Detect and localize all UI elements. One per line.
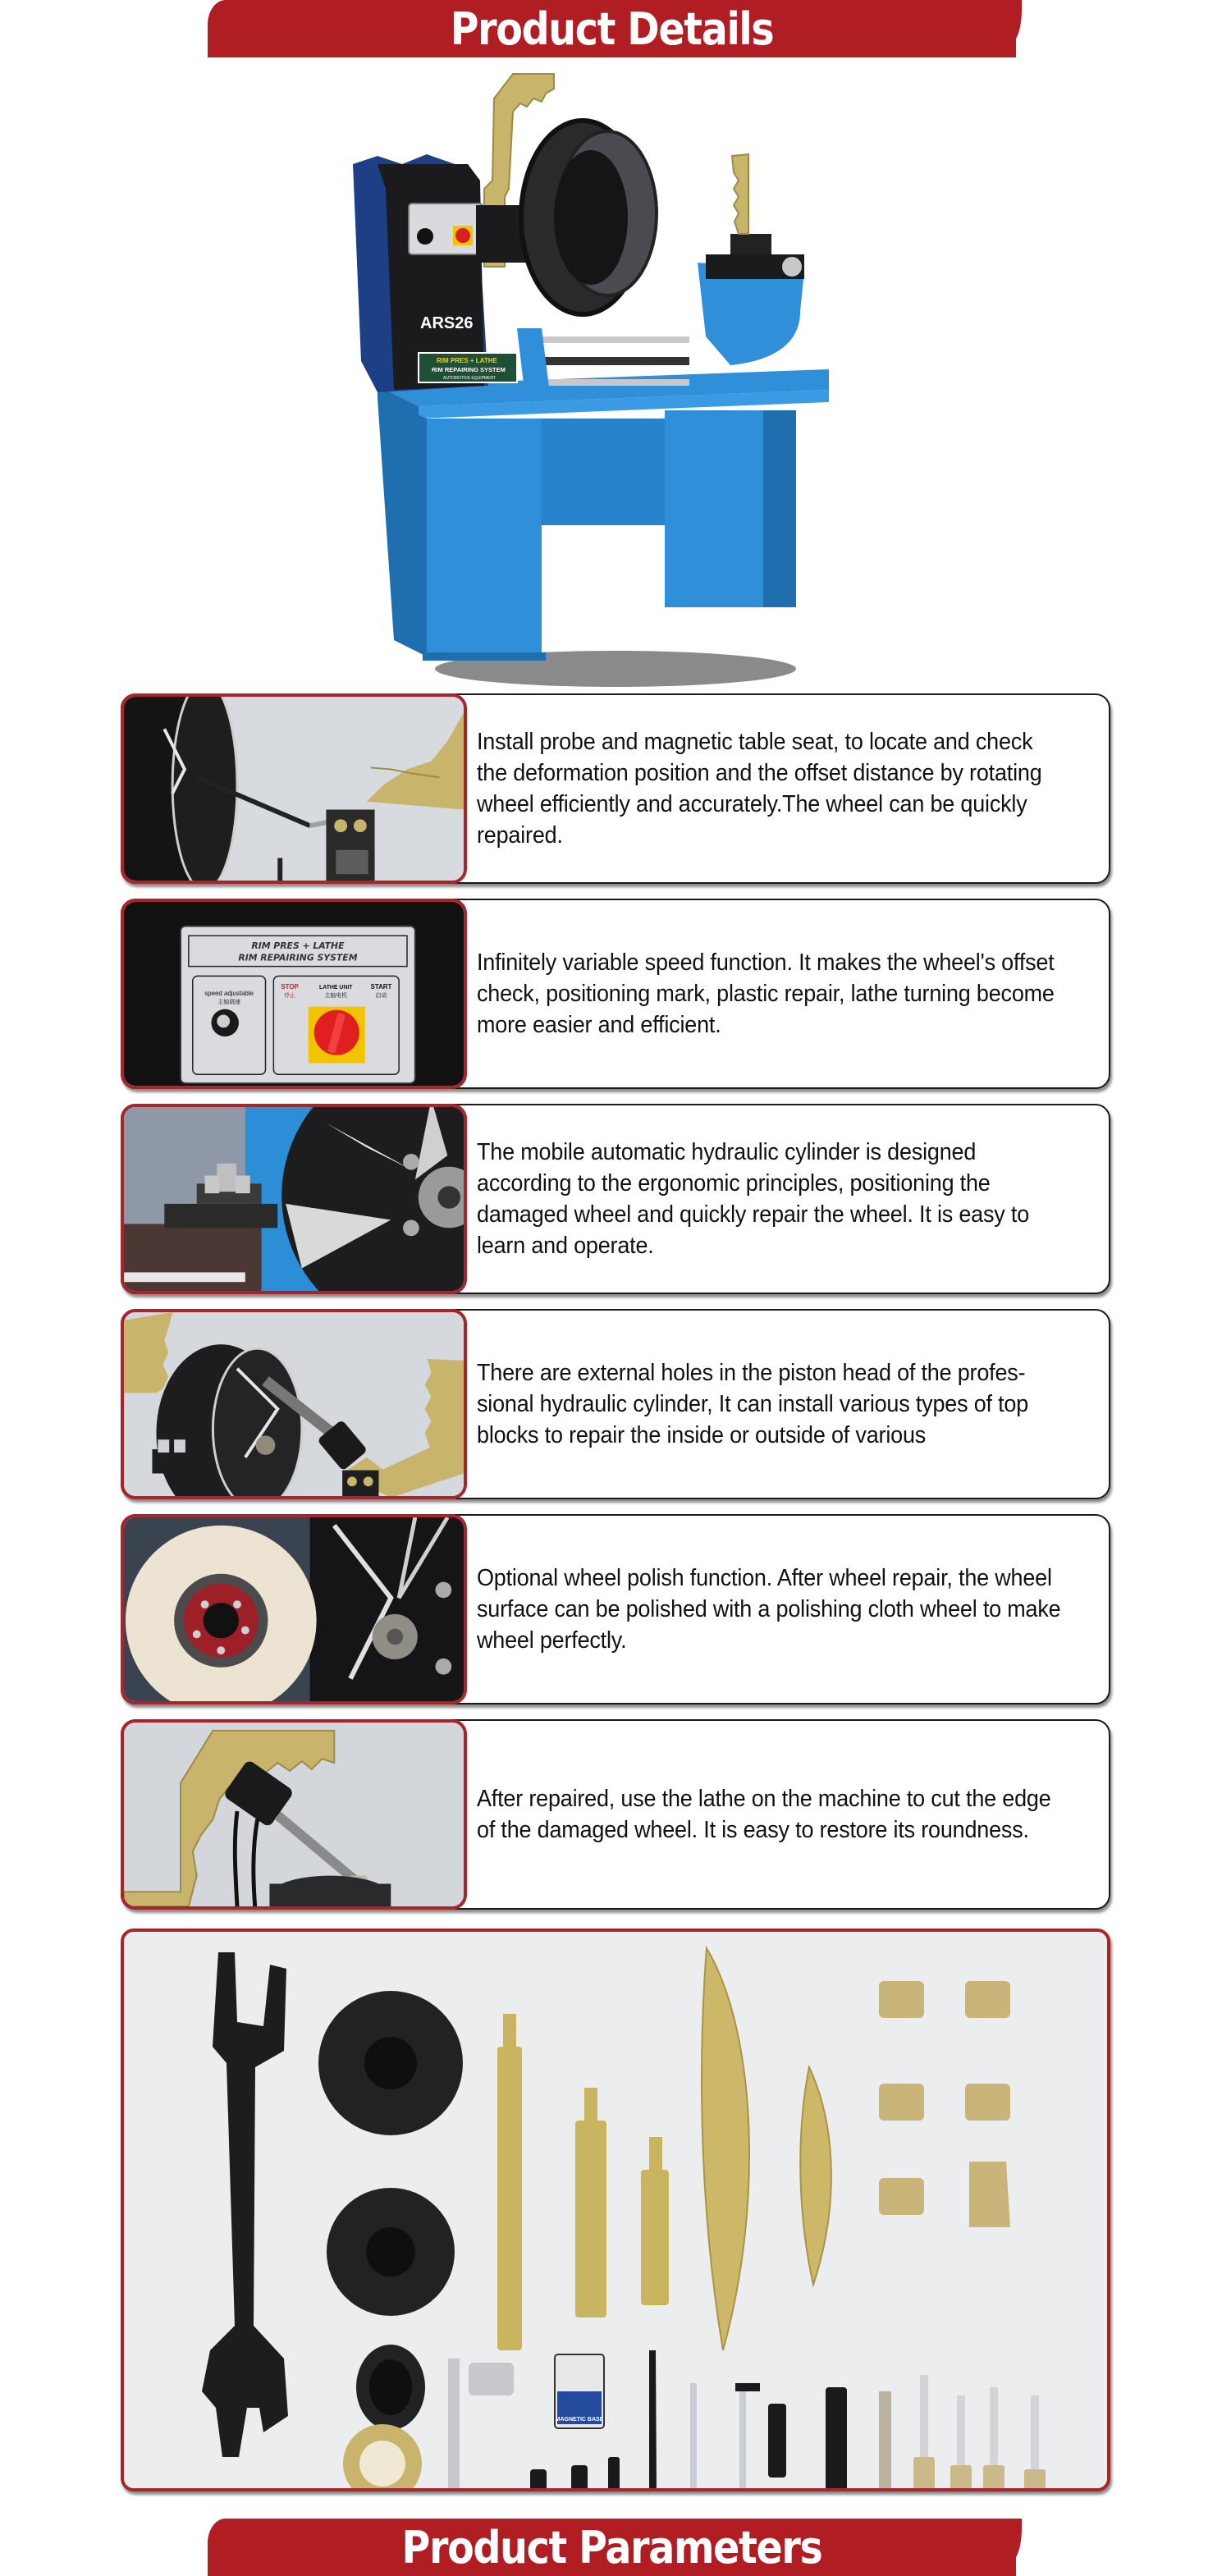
svg-text:STOP: STOP xyxy=(281,983,299,991)
feature-card-probe xyxy=(121,693,1110,884)
hero-product-image xyxy=(345,66,853,689)
feature-text: The mobile automatic hydraulic cylinder is designed according to the ergonomic principles, positioning the damaged wheel and quickly repair the wheel. It is easy to learn and operate. xyxy=(477,1139,1030,1259)
feature-text: There are external holes in the piston head of the profes-sional hydraulic cylinder, It can install various types of top blocks to repair the inside or outside of various xyxy=(477,1360,1029,1448)
svg-text:START: START xyxy=(370,983,392,991)
section-title-product-parameters: Product Parameters xyxy=(401,2521,822,2574)
svg-text:RIM REPAIRING SYSTEM: RIM REPAIRING SYSTEM xyxy=(238,952,358,963)
section-title-product-details: Product Details xyxy=(450,2,774,55)
feature-card-polish xyxy=(121,1514,1110,1704)
feature-text: Infinitely variable speed function. It makes the wheel's offset check, positioning mark, plastic repair, lathe turning become more easier and efficient. xyxy=(477,949,1055,1038)
accessories-kit-photo xyxy=(121,1929,1110,2491)
svg-text:RIM PRES + LATHE: RIM PRES + LATHE xyxy=(251,940,345,951)
svg-text:启动: 启动 xyxy=(375,991,387,999)
control-panel-photo xyxy=(121,899,467,1089)
svg-text:主轴调速: 主轴调速 xyxy=(217,998,240,1005)
svg-text:LATHE UNIT: LATHE UNIT xyxy=(319,985,353,991)
feature-card-lathe xyxy=(121,1719,1110,1910)
product-parameters-banner xyxy=(208,2519,1030,2576)
piston-head-photo xyxy=(121,1309,467,1499)
probe-magnetic-seat-photo xyxy=(121,693,467,884)
feature-card-piston xyxy=(121,1309,1110,1499)
feature-text: Optional wheel polish function. After wheel repair, the wheel surface can be polished with a polishing cloth wheel to make wheel perfectly. xyxy=(477,1565,1061,1654)
badge-line1: RIM PRES + LATHE xyxy=(437,357,497,364)
svg-text:停止: 停止 xyxy=(284,991,295,999)
hydraulic-cylinder-photo xyxy=(121,1104,467,1294)
feature-card-speed xyxy=(121,899,1110,1089)
feature-card-hydraulic xyxy=(121,1104,1110,1294)
feature-text: After repaired, use the lathe on the machine to cut the edge of the damaged wheel. It is easy to restore its roundness. xyxy=(477,1786,1051,1843)
svg-text:speed adjustable: speed adjustable xyxy=(204,989,254,997)
badge-line2: RIM REPAIRING SYSTEM xyxy=(432,366,506,373)
model-label: ARS26 xyxy=(420,314,474,332)
badge-line3: AUTOMOTIVE EQUIPMENT xyxy=(443,376,497,381)
svg-text:主轴电机: 主轴电机 xyxy=(324,991,348,999)
product-details-banner xyxy=(208,0,1030,57)
lathe-cutting-photo xyxy=(121,1719,467,1910)
magnetic-base-label: MAGNETIC BASE xyxy=(555,2417,604,2423)
polish-wheel-photo xyxy=(121,1514,467,1704)
feature-text: Install probe and magnetic table seat, to locate and check the deformation position and the offset distance by rotating wheel efficiently and accurately.The wheel can be quickly repaired. xyxy=(477,729,1042,849)
